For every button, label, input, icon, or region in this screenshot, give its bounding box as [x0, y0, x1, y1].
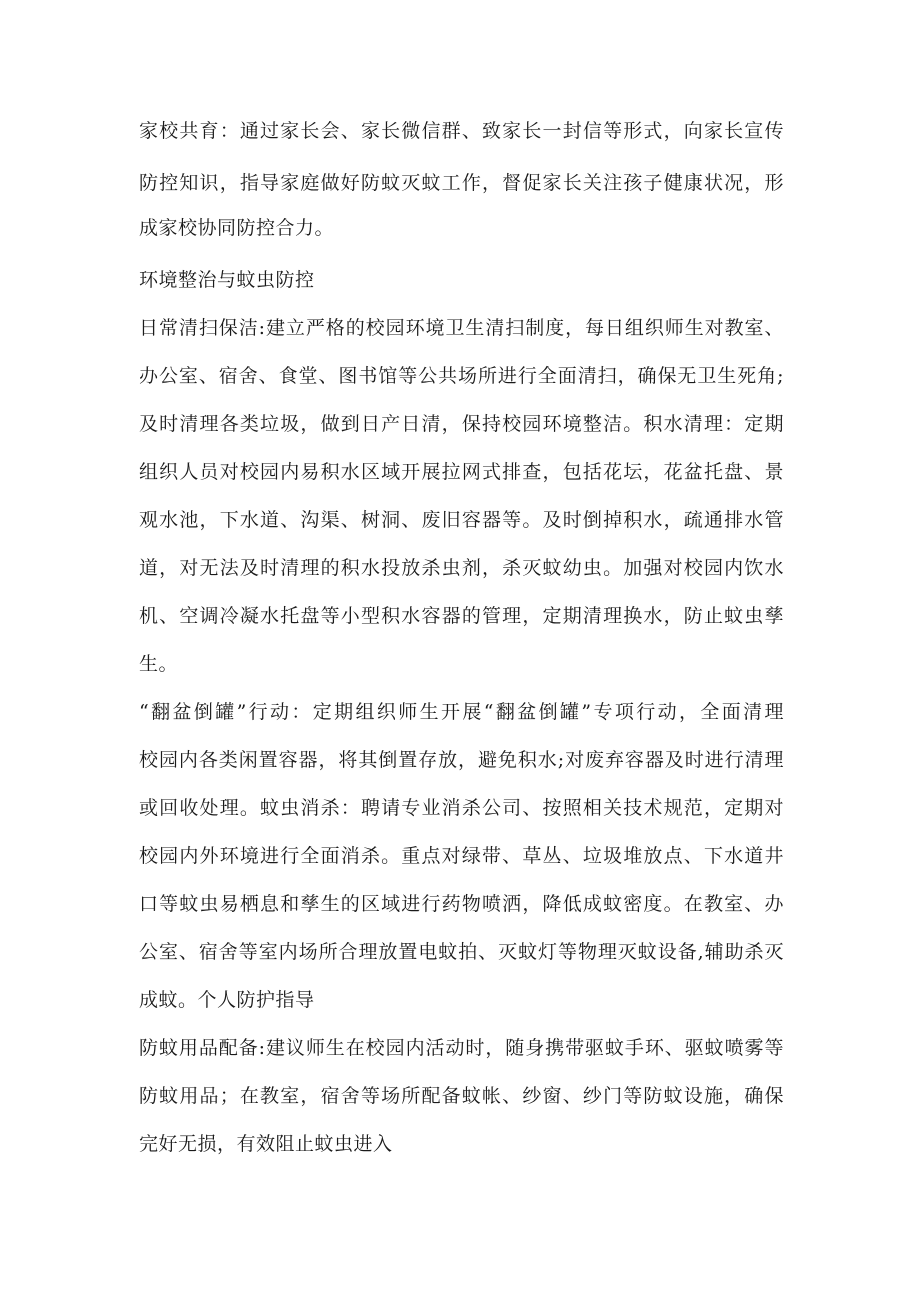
text-line: 完好无损，有效阻止蚊虫进入 [139, 1133, 393, 1155]
text-line: 校园内外环境进行全面消杀。重点对绿带、草丛、垃圾堆放点、下水道井 [139, 845, 784, 867]
text-line: 防蚊用品配备:建议师生在校园内活动时，随身携带驱蚊手环、驱蚊喷雾等 [139, 1037, 784, 1059]
text-line: 办公室、宿舍、食堂、图书馆等公共场所进行全面清扫，确保无卫生死角; [139, 365, 784, 387]
text-line: 机、空调冷凝水托盘等小型积水容器的管理，定期清理换水，防止蚊虫孳 [139, 605, 784, 627]
text-line: 或回收处理。蚊虫消杀：聘请专业消杀公司、按照相关技术规范，定期对 [139, 797, 784, 819]
text-line: 及时清理各类垃圾，做到日产日清，保持校园环境整洁。积水清理：定期 [139, 413, 784, 435]
text-line: 成家校协同防控合力。 [139, 217, 335, 239]
text-line: “翻盆倒罐”行动：定期组织师生开展“翻盆倒罐”专项行动，全面清理 [139, 701, 784, 723]
text-line: 防控知识，指导家庭做好防蚊灭蚊工作，督促家长关注孩子健康状况，形 [139, 172, 784, 194]
text-line: 口等蚊虫易栖息和孳生的区域进行药物喷洒，降低成蚊密度。在教室、办 [139, 893, 784, 915]
text-line: 校园内各类闲置容器，将其倒置存放，避免积水;对废弃容器及时进行清理 [139, 749, 784, 771]
text-line: 生。 [139, 653, 179, 675]
text-line: 道，对无法及时清理的积水投放杀虫剂，杀灭蚊幼虫。加强对校园内饮水 [139, 557, 784, 579]
text-line: 公室、宿舍等室内场所合理放置电蚊拍、灭蚊灯等物理灭蚊设备,辅助杀灭 [139, 941, 784, 963]
section-heading: 环境整治与蚊虫防控 [139, 269, 315, 291]
text-line: 日常清扫保洁:建立严格的校园环境卫生清扫制度，每日组织师生对教室、 [139, 317, 784, 339]
text-line: 家校共育：通过家长会、家长微信群、致家长一封信等形式，向家长宣传 [139, 120, 784, 142]
text-line: 组织人员对校园内易积水区域开展拉网式排查，包括花坛，花盆托盘、景 [139, 461, 784, 483]
text-line: 观水池，下水道、沟渠、树洞、废旧容器等。及时倒掉积水，疏通排水管 [139, 509, 784, 531]
text-line: 成蚊。个人防护指导 [139, 989, 315, 1011]
text-line: 防蚊用品；在教室，宿舍等场所配备蚊帐、纱窗、纱门等防蚊设施，确保 [139, 1085, 784, 1107]
